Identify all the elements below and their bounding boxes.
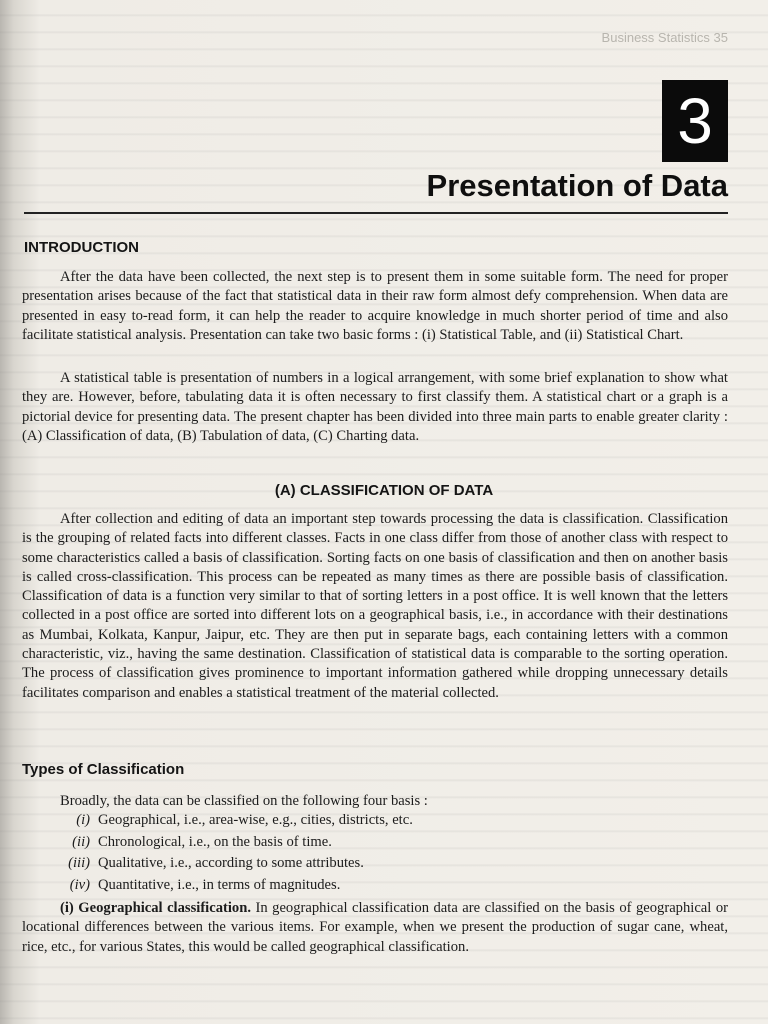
chapter-title: Presentation of Data bbox=[426, 168, 728, 203]
list-item-text: Chronological, i.e., on the basis of time. bbox=[98, 833, 332, 850]
list-item-number: (iv) bbox=[69, 876, 90, 893]
geographical-runin-heading: (i) Geographical classification. bbox=[60, 900, 251, 916]
list-item-text: Qualitative, i.e., according to some attributes. bbox=[98, 855, 364, 871]
classification-heading: (A) CLASSIFICATION OF DATA bbox=[274, 482, 494, 499]
chapter-number-box bbox=[662, 80, 728, 162]
list-item-number: (ii) bbox=[72, 833, 90, 850]
list-item-number: (iii) bbox=[68, 855, 90, 871]
list-item bbox=[22, 832, 728, 854]
types-intro-paragraph: Broadly, the data can be classified on the following four basis : bbox=[60, 793, 428, 809]
list-item bbox=[22, 810, 728, 832]
classification-basis-list bbox=[22, 810, 728, 896]
list-item bbox=[22, 853, 728, 875]
list-item-text: Quantitative, i.e., in terms of magnitudes. bbox=[98, 876, 341, 893]
types-of-classification-heading: Types of Classification bbox=[22, 761, 185, 778]
introduction-paragraph-1: After the data have been collected, the next step is to present them in some suitable form. The need for proper presentation arises because of the fact that statistical data in their raw form almost defy comprehension. When data are presented in easy to-read form, it can help the reader to acquire knowledge in much shorter period of time and also facilitate statistical analysis. Presentation can take two basic forms : (i) Statistical Table, and (ii) Statistical Chart. bbox=[22, 269, 728, 343]
list-item-number: (i) bbox=[76, 812, 90, 828]
classification-paragraph: After collection and editing of data an important step towards processing the data is classification. Classification is the grouping of related facts into different classes. Facts in one class differ from those of another class with respect to some characteristics called a basis of classification. Sorting facts on one basis of classification and then on another basis is called cross-classification. This process can be repeated as many times as there are possible basis of classification. Classification of data is a function very similar to that of sorting letters in a post office. It is well known that the letters collected in a post office are sorted into different lots on a geographical basis, i.e., in accordance with their destinations as Mumbai, Kolkata, Kanpur, Jaipur, etc. They are then put in separate bags, each containing letters with a common characteristic, viz., having the same destination. Classification of statistical data is comparable to the sorting operation. The process of classification gives prominence to important information gathered while dropping unnecessary details facilitates comparison and enables a statistical treatment of the material collected. bbox=[22, 511, 728, 701]
introduction-heading: INTRODUCTION bbox=[24, 239, 139, 256]
list-item-text: Geographical, i.e., area-wise, e.g., cities, districts, etc. bbox=[98, 812, 413, 828]
geographical-classification-text: In geographical classification data are classified on the basis of geographical or locational differences between the various items. For example, when we present the production of sugar cane, wheat, rice, etc., for various States, this would be called geographical classification. bbox=[22, 900, 728, 955]
chapter-number: 3 bbox=[677, 85, 713, 157]
title-rule bbox=[24, 212, 728, 214]
geographical-classification-paragraph bbox=[22, 899, 728, 957]
running-head: Business Statistics 35 bbox=[601, 30, 728, 45]
list-item bbox=[22, 875, 728, 897]
introduction-paragraph-2: A statistical table is presentation of numbers in a logical arrangement, with some brief explanation to show what they are. However, before, tabulating data it is often necessary to first classify them. A statistical chart or a graph is a pictorial device for presenting data. The present chapter has been divided into three main parts to enable greater clarity : (A) Classification of data, (B) Tabulation of data, (C) Charting data. bbox=[22, 370, 728, 444]
